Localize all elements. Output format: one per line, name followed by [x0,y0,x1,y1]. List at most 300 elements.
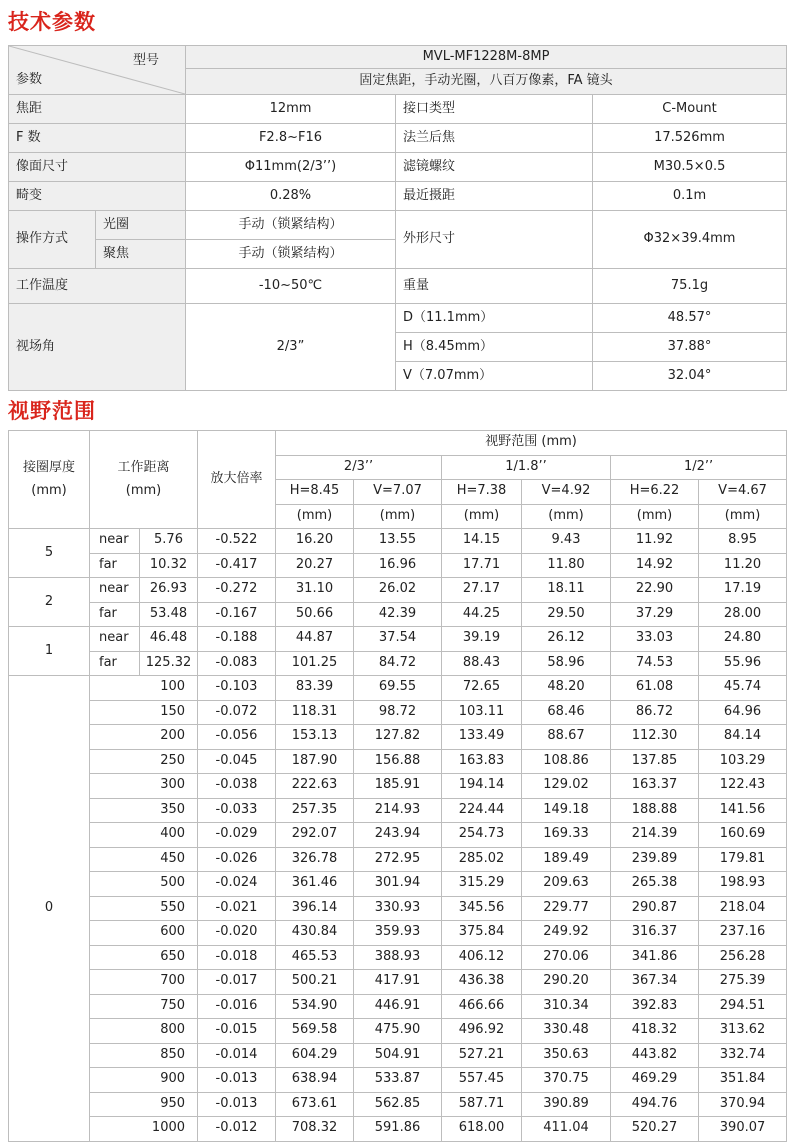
table-row [9,823,787,848]
fov-value: 316.37 [611,921,699,946]
spec-value: 手动（锁紧结构） [186,211,396,240]
fov-value: 68.46 [522,700,611,725]
fov-value: 569.58 [276,1019,354,1044]
fov-value: 591.86 [354,1117,442,1142]
working-distance: 26.93 [140,578,198,603]
table-row [9,1117,787,1142]
fov-value: 50.66 [276,602,354,627]
magnification: -0.017 [198,970,276,995]
magnification: -0.417 [198,553,276,578]
near-far-tag: near [90,627,140,652]
magnification: -0.522 [198,529,276,554]
fov-value: 618.00 [442,1117,522,1142]
working-distance: 500 [90,872,198,897]
fov-value: 375.84 [442,921,522,946]
fov-value: 37.29 [611,602,699,627]
fov-value: 55.96 [699,651,787,676]
model-description: 固定焦距，手动光圈，八百万像素，FA 镜头 [186,69,787,95]
fov-value: 24.80 [699,627,787,652]
spec-label: 像面尺寸 [9,153,186,182]
col-header: V=4.67 [699,480,787,505]
spec-value: F2.8~F16 [186,124,396,153]
working-distance: 200 [90,725,198,750]
fov-value: 406.12 [442,945,522,970]
magnification: -0.013 [198,1068,276,1093]
spec-value: 75.1g [593,269,787,304]
fov-value: 188.88 [611,798,699,823]
magnification: -0.033 [198,798,276,823]
col-header: H=7.38 [442,480,522,505]
fov-value: 351.84 [699,1068,787,1093]
fov-value: 237.16 [699,921,787,946]
fov-value: 239.89 [611,847,699,872]
fov-value: 294.51 [699,994,787,1019]
working-distance: 450 [90,847,198,872]
spec-label: 视场角 [9,304,186,391]
fov-value: 534.90 [276,994,354,1019]
fov-value: 254.73 [442,823,522,848]
fov-value: 562.85 [354,1092,442,1117]
fov-value: 496.92 [442,1019,522,1044]
fov-value: 11.20 [699,553,787,578]
near-far-tag: far [90,651,140,676]
table-row [9,774,787,799]
model-label: 型号 [132,53,159,68]
magnification: -0.012 [198,1117,276,1142]
working-distance: 5.76 [140,529,198,554]
fov-value: 84.14 [699,725,787,750]
fov-value: 587.71 [442,1092,522,1117]
spec-value: 2/3” [186,304,396,391]
working-distance: 250 [90,749,198,774]
spec-value: -10~50℃ [186,269,396,304]
fov-value: 198.93 [699,872,787,897]
working-distance: 53.48 [140,602,198,627]
table-row [9,651,787,676]
fov-value: 350.63 [522,1043,611,1068]
working-distance: 100 [90,676,198,701]
fov-value: 265.38 [611,872,699,897]
fov-value: 256.28 [699,945,787,970]
fov-header-row-1 [9,431,787,456]
ring-thickness: 0 [9,676,90,1142]
magnification: -0.188 [198,627,276,652]
fov-value: 465.53 [276,945,354,970]
working-distance: 350 [90,798,198,823]
table-row [9,1019,787,1044]
fov-value: 411.04 [522,1117,611,1142]
fov-section-title: 视野范围 [8,399,96,423]
fov-value: 74.53 [611,651,699,676]
magnification: -0.020 [198,921,276,946]
spec-value: 0.28% [186,182,396,211]
fov-value: 275.39 [699,970,787,995]
working-distance: 400 [90,823,198,848]
fov-value: 229.77 [522,896,611,921]
spec-value: 0.1m [593,182,787,211]
fov-angle-value: 32.04° [593,362,787,391]
fov-value: 22.90 [611,578,699,603]
spec-label: 最近摄距 [396,182,593,211]
table-row [9,676,787,701]
spec-label: 畸变 [9,182,186,211]
table-row [9,578,787,603]
fov-value: 9.43 [522,529,611,554]
fov-value: 359.93 [354,921,442,946]
working-distance: 900 [90,1068,198,1093]
fov-value: 390.89 [522,1092,611,1117]
fov-angle-label: D（11.1mm） [396,304,593,333]
spec-value: M30.5×0.5 [593,153,787,182]
fov-value: 430.84 [276,921,354,946]
table-row [9,1092,787,1117]
col-header: V=7.07 [354,480,442,505]
fov-value: 272.95 [354,847,442,872]
magnification: -0.167 [198,602,276,627]
spec-value: C-Mount [593,95,787,124]
col-unit: (mm) [611,504,699,529]
fov-value: 16.20 [276,529,354,554]
fov-value: 141.56 [699,798,787,823]
spec-sublabel: 光圈 [96,211,186,240]
col-header: H=6.22 [611,480,699,505]
table-row [9,602,787,627]
fov-value: 14.15 [442,529,522,554]
spec-row-operation [9,211,787,240]
magnification: -0.013 [198,1092,276,1117]
working-distance: 150 [90,700,198,725]
fov-value: 345.56 [442,896,522,921]
fov-value: 367.34 [611,970,699,995]
fov-value: 500.21 [276,970,354,995]
spec-label: 接口类型 [396,95,593,124]
ring-thickness: 1 [9,627,90,676]
fov-value: 392.83 [611,994,699,1019]
fov-value: 257.35 [276,798,354,823]
magnification: -0.072 [198,700,276,725]
fov-value: 520.27 [611,1117,699,1142]
fov-value: 86.72 [611,700,699,725]
fov-value: 156.88 [354,749,442,774]
fov-value: 133.49 [442,725,522,750]
table-row [9,749,787,774]
spec-label: 法兰后焦 [396,124,593,153]
working-distance: 800 [90,1019,198,1044]
fov-value: 527.21 [442,1043,522,1068]
fov-value: 108.86 [522,749,611,774]
spec-label: 重量 [396,269,593,304]
spec-row-fov-d [9,304,787,333]
fov-value: 330.48 [522,1019,611,1044]
fov-value: 494.76 [611,1092,699,1117]
fov-table [8,430,787,1142]
fov-value: 98.72 [354,700,442,725]
fov-value: 26.02 [354,578,442,603]
fov-value: 243.94 [354,823,442,848]
fov-value: 290.20 [522,970,611,995]
table-row [9,529,787,554]
working-distance: 1000 [90,1117,198,1142]
fov-value: 27.17 [442,578,522,603]
fov-angle-value: 48.57° [593,304,787,333]
fov-angle-label: H（8.45mm） [396,333,593,362]
fov-value: 396.14 [276,896,354,921]
fov-value: 187.90 [276,749,354,774]
ring-thickness: 5 [9,529,90,578]
fov-value: 189.49 [522,847,611,872]
fov-value: 48.20 [522,676,611,701]
fov-value: 179.81 [699,847,787,872]
spec-row-fnum [9,124,787,153]
ring-header-label: 接圈厚度 [22,459,75,475]
magnification: -0.015 [198,1019,276,1044]
fov-value: 270.06 [522,945,611,970]
fov-value: 84.72 [354,651,442,676]
spec-table [8,45,787,391]
near-far-tag: far [90,602,140,627]
spec-corner-cell [9,46,186,95]
fov-value: 332.74 [699,1043,787,1068]
param-label: 参数 [16,72,43,88]
fov-value: 137.85 [611,749,699,774]
fov-value: 69.55 [354,676,442,701]
fov-value: 16.96 [354,553,442,578]
fov-value: 708.32 [276,1117,354,1142]
working-distance: 650 [90,945,198,970]
working-distance: 950 [90,1092,198,1117]
spec-value: 17.526mm [593,124,787,153]
working-distance: 46.48 [140,627,198,652]
fov-value: 214.93 [354,798,442,823]
fov-value: 673.61 [276,1092,354,1117]
fov-value: 122.43 [699,774,787,799]
fov-value: 44.87 [276,627,354,652]
fov-angle-value: 37.88° [593,333,787,362]
fov-value: 469.29 [611,1068,699,1093]
magnification: -0.103 [198,676,276,701]
table-row [9,921,787,946]
table-row [9,872,787,897]
fov-value: 127.82 [354,725,442,750]
col-unit: (mm) [699,504,787,529]
working-distance: 850 [90,1043,198,1068]
fov-value: 390.07 [699,1117,787,1142]
fov-value: 72.65 [442,676,522,701]
magnification: -0.016 [198,994,276,1019]
fov-value: 504.91 [354,1043,442,1068]
fov-value: 388.93 [354,945,442,970]
fov-value: 313.62 [699,1019,787,1044]
fov-value: 292.07 [276,823,354,848]
spec-label: 外形尺寸 [396,211,593,269]
fov-value: 290.87 [611,896,699,921]
fov-value: 103.11 [442,700,522,725]
magnification: -0.018 [198,945,276,970]
fov-value: 163.83 [442,749,522,774]
fov-value: 209.63 [522,872,611,897]
fov-value: 17.71 [442,553,522,578]
col-unit: (mm) [354,504,442,529]
spec-label: 操作方式 [9,211,96,269]
spec-row-sensor [9,153,787,182]
table-row [9,945,787,970]
fov-value: 361.46 [276,872,354,897]
fov-value: 13.55 [354,529,442,554]
fov-value: 301.94 [354,872,442,897]
fov-value: 31.10 [276,578,354,603]
spec-header-row [9,46,787,69]
fov-value: 17.19 [699,578,787,603]
table-row [9,725,787,750]
col-header: V=4.92 [522,480,611,505]
fov-value: 11.80 [522,553,611,578]
fov-value: 149.18 [522,798,611,823]
fov-value: 370.75 [522,1068,611,1093]
fov-value: 194.14 [442,774,522,799]
spec-label: 焦距 [9,95,186,124]
spec-row-distortion [9,182,787,211]
fov-value: 557.45 [442,1068,522,1093]
fov-value: 533.87 [354,1068,442,1093]
fov-value: 285.02 [442,847,522,872]
fov-value: 58.96 [522,651,611,676]
fov-value: 222.63 [276,774,354,799]
spec-value: 12mm [186,95,396,124]
fov-value: 18.11 [522,578,611,603]
col-unit: (mm) [442,504,522,529]
fov-value: 160.69 [699,823,787,848]
working-distance: 550 [90,896,198,921]
working-distance: 700 [90,970,198,995]
fov-value: 26.12 [522,627,611,652]
sensor-size-header: 1/1.8’’ [442,455,611,480]
table-row [9,847,787,872]
near-far-tag: near [90,529,140,554]
fov-value: 475.90 [354,1019,442,1044]
fov-value: 103.29 [699,749,787,774]
fov-value: 44.25 [442,602,522,627]
fov-value: 61.08 [611,676,699,701]
spec-value: 手动（锁紧结构） [186,240,396,269]
fov-value: 163.37 [611,774,699,799]
fov-value: 28.00 [699,602,787,627]
distance-header-unit: (mm) [125,482,162,498]
spec-value: Φ11mm(2/3’’) [186,153,396,182]
fov-value: 42.39 [354,602,442,627]
magnification-header: 放大倍率 [198,431,276,529]
distance-header-label: 工作距离 [117,459,170,475]
fov-value: 436.38 [442,970,522,995]
fov-value: 418.32 [611,1019,699,1044]
fov-value: 443.82 [611,1043,699,1068]
table-row [9,798,787,823]
working-distance: 750 [90,994,198,1019]
col-unit: (mm) [522,504,611,529]
fov-value: 185.91 [354,774,442,799]
fov-value: 310.34 [522,994,611,1019]
fov-value: 83.39 [276,676,354,701]
fov-value: 45.74 [699,676,787,701]
sensor-size-header: 1/2’’ [611,455,787,480]
spec-label: 工作温度 [9,269,186,304]
working-distance: 10.32 [140,553,198,578]
fov-range-header: 视野范围 (mm) [276,431,787,456]
fov-value: 129.02 [522,774,611,799]
fov-value: 37.54 [354,627,442,652]
fov-value: 370.94 [699,1092,787,1117]
fov-value: 118.31 [276,700,354,725]
table-row [9,1068,787,1093]
table-row [9,970,787,995]
spec-label: F 数 [9,124,186,153]
fov-value: 88.43 [442,651,522,676]
sensor-size-header: 2/3’’ [276,455,442,480]
working-distance: 300 [90,774,198,799]
spec-row-focal [9,95,787,124]
col-header: H=8.45 [276,480,354,505]
near-far-tag: far [90,553,140,578]
magnification: -0.024 [198,872,276,897]
working-distance: 125.32 [140,651,198,676]
fov-value: 330.93 [354,896,442,921]
fov-value: 446.91 [354,994,442,1019]
magnification: -0.045 [198,749,276,774]
table-row [9,1043,787,1068]
fov-value: 11.92 [611,529,699,554]
fov-value: 604.29 [276,1043,354,1068]
fov-value: 249.92 [522,921,611,946]
table-row [9,627,787,652]
fov-angle-label: V（7.07mm） [396,362,593,391]
table-row [9,896,787,921]
magnification: -0.056 [198,725,276,750]
fov-value: 64.96 [699,700,787,725]
magnification: -0.026 [198,847,276,872]
distance-header [90,431,198,529]
ring-header [9,431,90,529]
fov-value: 169.33 [522,823,611,848]
fov-value: 466.66 [442,994,522,1019]
fov-value: 341.86 [611,945,699,970]
fov-value: 417.91 [354,970,442,995]
fov-value: 153.13 [276,725,354,750]
magnification: -0.029 [198,823,276,848]
near-far-tag: near [90,578,140,603]
magnification: -0.021 [198,896,276,921]
magnification: -0.014 [198,1043,276,1068]
fov-value: 218.04 [699,896,787,921]
fov-value: 315.29 [442,872,522,897]
spec-row-temperature [9,269,787,304]
magnification: -0.038 [198,774,276,799]
fov-value: 39.19 [442,627,522,652]
working-distance: 600 [90,921,198,946]
spec-sublabel: 聚焦 [96,240,186,269]
fov-value: 14.92 [611,553,699,578]
fov-value: 638.94 [276,1068,354,1093]
fov-value: 112.30 [611,725,699,750]
fov-value: 33.03 [611,627,699,652]
fov-value: 326.78 [276,847,354,872]
table-row [9,553,787,578]
magnification: -0.272 [198,578,276,603]
table-row [9,700,787,725]
fov-value: 88.67 [522,725,611,750]
spec-section-title: 技术参数 [8,10,96,34]
magnification: -0.083 [198,651,276,676]
model-name: MVL-MF1228M-8MP [186,46,787,69]
fov-value: 224.44 [442,798,522,823]
